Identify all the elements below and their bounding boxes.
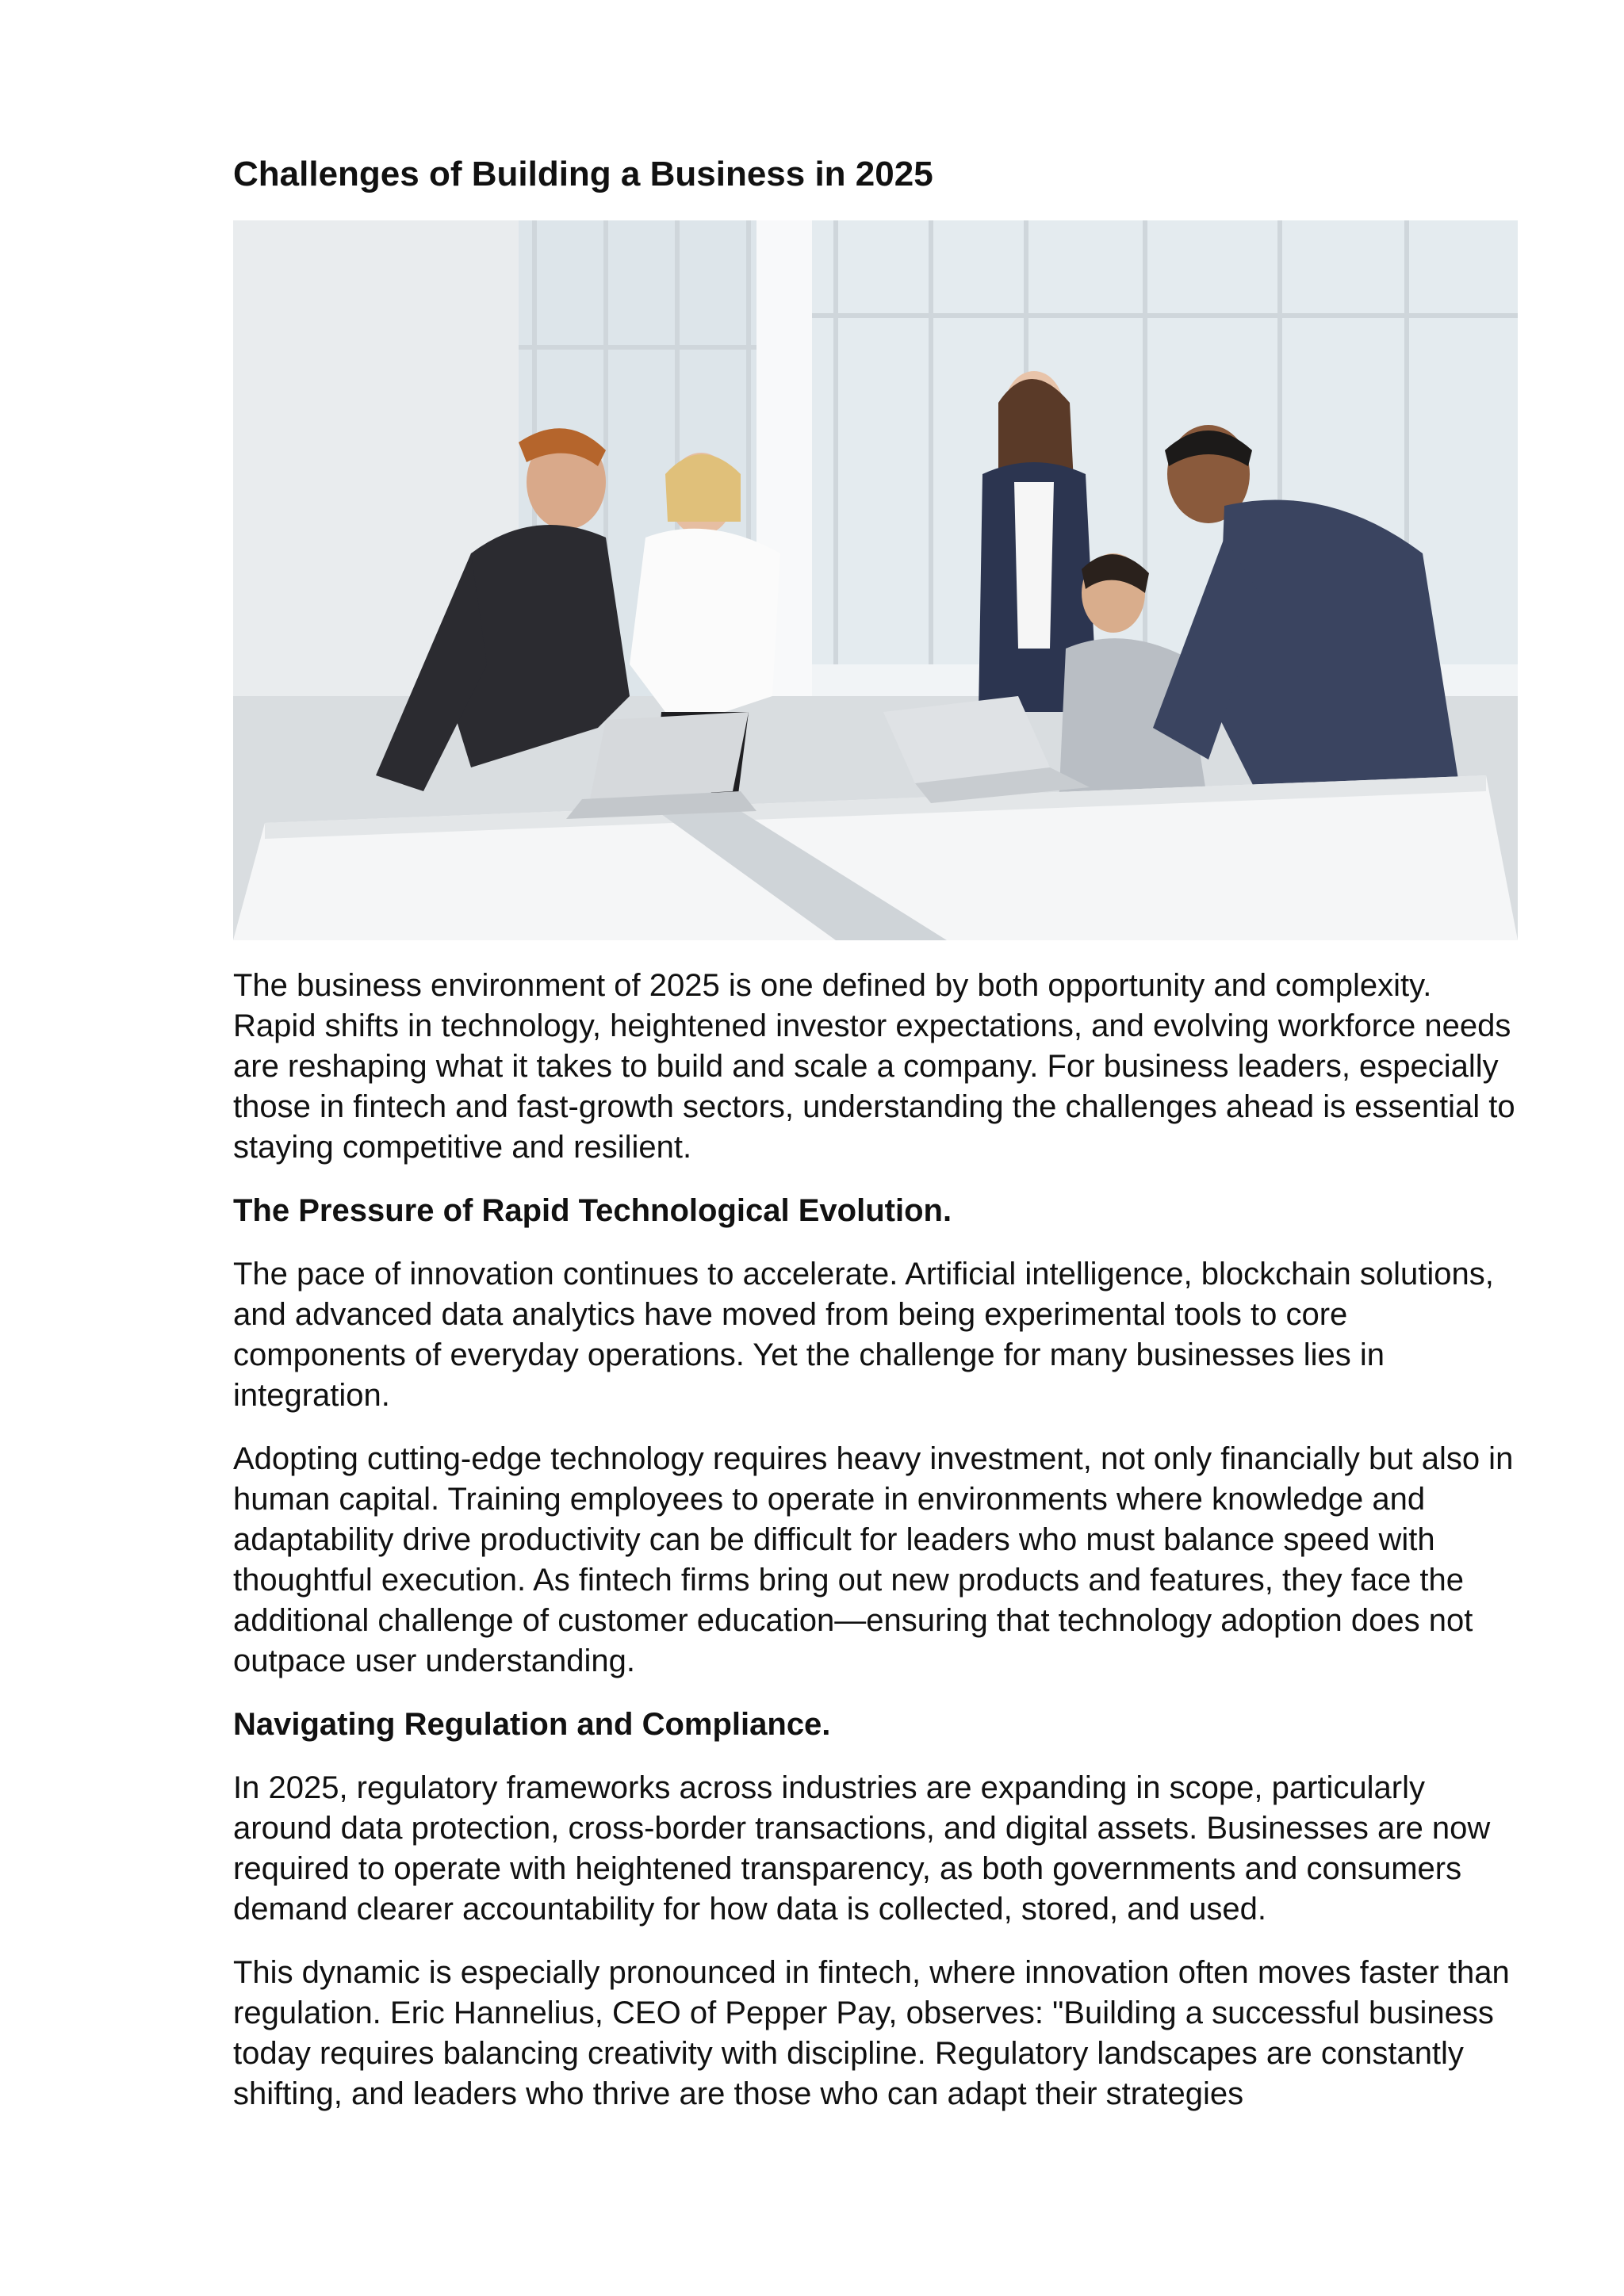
article-title: Challenges of Building a Business in 2025 [233, 155, 933, 193]
article [233, 151, 1518, 2114]
paragraph-technology-1: The pace of innovation continues to accelerate. Artificial intelligence, blockchain solutions, and advanced data analytics have moved from being experimental tools to core components of everyday operations. Yet the challenge for many businesses lies in integration. [233, 1257, 1494, 1413]
paragraph-regulation-2: This dynamic is especially pronounced in fintech, where innovation often moves faster than regulation. Eric Hannelius, CEO of Pepper Pay, observes: "Building a successful business today requires balancing creativity with discipline. Regulatory landscapes are constantly shifting, and leaders who thrive are those who can adapt their strategies [233, 1955, 1510, 2111]
paragraph-regulation-1: In 2025, regulatory frameworks across industries are expanding in scope, particularly around data protection, cross-border transactions, and digital assets. Businesses are now required to operate with heightened transparency, as both governments and consumers demand clearer accountability for how data is collected, stored, and used. [233, 1770, 1491, 1927]
section-heading-regulation: Navigating Regulation and Compliance. [233, 1707, 831, 1742]
section-heading-technology: The Pressure of Rapid Technological Evolution. [233, 1193, 952, 1228]
paragraph-technology-2: Adopting cutting-edge technology requires heavy investment, not only financially but also in human capital. Training employees to operate in environments where knowledge and adaptability drive productivity can be difficult for leaders who must balance speed with thoughtful execution. As fintech firms bring out new products and features, they face the additional challenge of customer education—ensuring that technology adoption does not outpace user understanding. [233, 1441, 1514, 1678]
photo-illustration [233, 220, 1518, 940]
intro-paragraph: The business environment of 2025 is one defined by both opportunity and complexity. Rapid shifts in technology, heightened investor expectations, and evolving workforce needs are reshaping what it takes to build and scale a company. For business leaders, especially those in fintech and fast-growth sectors, understanding the challenges ahead is essential to staying competitive and resilient. [233, 968, 1515, 1165]
office-team-photo [233, 220, 1518, 940]
